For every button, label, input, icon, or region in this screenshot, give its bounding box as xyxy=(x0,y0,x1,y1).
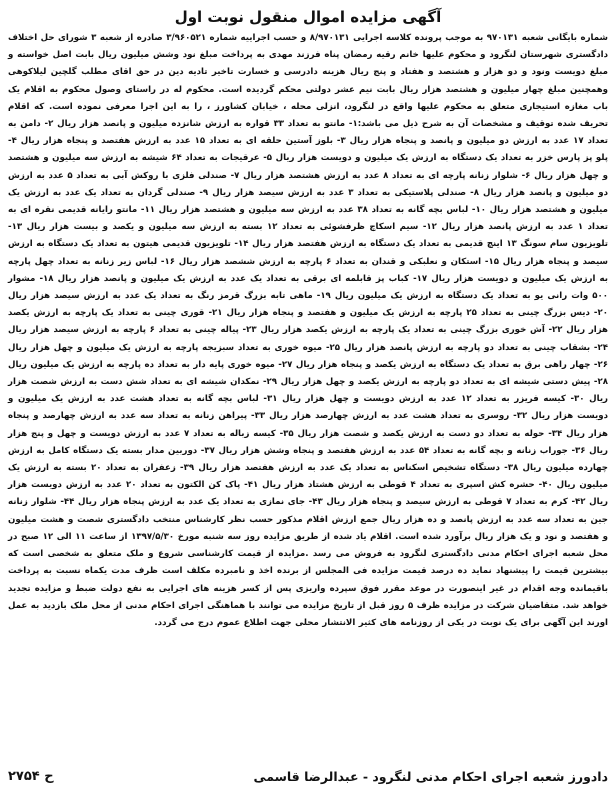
notice-title: آگهی مزایده اموال منقول نوبت اول xyxy=(174,8,442,26)
notice-code: ح ۲۷۵۴ xyxy=(8,769,54,784)
signature-line: دادورز شعبه اجرای احکام مدنی لنگرود - عبدالرضا قاسمی xyxy=(253,769,608,784)
notice-footer xyxy=(8,768,608,786)
notice-body: شماره بایگانی شعبه ۹۷۰۱۳۱ به موجب پرونده کلاسه اجرایی ۸/۹۷۰۱۳۱ و حسب اجراییه شماره ۳/۹۶۰۵۲۱ صادره از شعبه ۳ شورای حل اختلاف دادگستری شهرستان لنگرود و محکوم علیها خانم رقیه رمضان پناه فرزند مهدی به پرداخت مبلغ نود وشش میلیون ریال بابت اصل خواسته و مبلغ دویست ونود و دو هزار و هشتصد و هفتاد و پنج ریال هزینه دادرسی و خسارت تاخیر تادیه دین در حق اقای مطلب گلچین لیلاکوهی وهمچنین مبلغ چهار میلیون و هشتصد هزار ریال بابت نیم عشر دولتی محکم گردیده است. محکوم له در راستای وصول محکوم به اقلام یک باب مغازه استیجاری متعلق به محکوم علیها واقع در لنگرود، انزلی محله ، خیابان کشاورز ، را به این اجرا معرفی نموده است. که اقلام تحریف شده توقیف و مشخصات آن به شرح ذیل می باشد:۱- مانتو به تعداد ۳۳ قواره به ارزش شانزده میلیون و پانصد هزار ریال ۲- دامن به تعداد ۱۷ عدد به ارزش دو میلیون و پانصد و پنجاه هزار ریال ۳- بلوز آستین حلقه ای به تعداد ۱۵ عدد به ارزش هفتصد و پنجاه هزار ریال ۴- پلو پز پارس خزر به تعداد یک دستگاه به ارزش یک میلیون و دویست هزار ریال ۵- عرقیجات به تعداد ۶۴ شیشه به ارزش سه میلیون و هشتصد و چهل هزار ریال ۶- شلوار زنانه پارچه ای به تعداد ۸ عدد به ارزش هشتصد هزار ریال ۷- صندلی فلزی با روکش آبی به تعداد ۵ عدد به ارزش دو میلیون و پانصد هزار ریال ۸- صندلی پلاستیکی به تعداد ۳ عدد به ارزش سیصد هزار ریال ۹- صندلی گردان به تعداد یک عدد به ارزش یک میلیون و هشتصد هزار ریال ۱۰- لباس بچه گانه به تعداد ۳۸ عدد به ارزش سه میلیون و هشتصد هزار ریال ۱۱- مانتو رایانه قدیمی نقره ای به تعداد ۱ عدد به ارزش پانصد هزار ریال ۱۲- سیم اسکاچ ظرفشوئی به تعداد ۱۲ بسته به ارزش سه میلیون و یکصد و بیست هزار ریال ۱۳- تلویزیون سام سونگ ۱۳ اینچ قدیمی به تعداد یک دستگاه به ارزش هفتصد هزار ریال ۱۴- تلویزیون قدیمی هیتون به تعداد یک دستگاه به ارزش سیصد و پنجاه هزار ریال ۱۵- استکان و نعلبکی و قندان به تعداد ۶ پارچه به ارزش ششصد هزار ریال ۱۶- لباس زیر زنانه به تعداد چهل پارچه به ارزش یک میلیون و دویست هزار ریال ۱۷- کباب پز قابلمه ای برقی به تعداد یک عدد به ارزش یک میلیون و پانصد هزار ریال ۱۸- مشوار ۵۰۰ وات رانی یو به تعداد یک دستگاه به ارزش یک میلیون ریال ۱۹- ماهی تابه بزرگ قرمز رنگ به تعداد یک عدد به ارزش سیصد هزار ریال ۲۰- دیس بزرگ چینی به تعداد ۲۵ پارچه به ارزش یک میلیون و هفتصد و پنجاه هزار ریال ۲۱- قوری چینی به تعداد یک پارچه به ارزش یکصد هزار ریال ۲۲- آش خوری بزرگ چینی به تعداد یک پارچه به ارزش یکصد هزار ریال ۲۳- پیاله چینی به تعداد ۶ پارچه به ارزش سیصد هزار ریال ۲۴- بشقاب چینی به تعداد دو پارچه به ارزش پانصد هزار ریال ۲۵- میوه خوری به تعداد سبزیجه پارچه به ارزش یک میلیون و چهل هزار ریال ۲۶- چهار راهی برق به تعداد یک دستگاه به ارزش یکصد و پنجاه هزار ریال ۲۷- میوه خوری پایه دار به تعداد ده پارچه به ارزش یک میلیون ریال ۲۸- پیش دستی شیشه ای به تعداد دو پارچه به ارزش یکصد و چهل هزار ریال ۲۹- نمکدان شیشه ای به تعداد شش دست به ارزش شصت هزار ریال ۳۰- کیسه فریزر به تعداد ۱۲ عدد به ارزش دویست و چهل هزار ریال ۳۱- لباس بچه گانه به تعداد هشت عدد به ارزش یک میلیون و دویست هزار ریال ۳۲- روسری به تعداد هشت عدد به ارزش چهارصد هزار ریال ۳۳- پیراهن زنانه به تعداد سه عدد به ارزش چهارصد و پنجاه هزار ریال ۳۴- حوله به تعداد دو دست به ارزش یکصد و شصت هزار ریال ۳۵- کیسه زباله به تعداد ۷ عدد به ارزش دویست و چهل و پنج هزار ریال ۳۶- جوراب زنانه و بچه گانه به تعداد ۵۴ عدد به ارزش هفتصد و پنجاه وشش هزار ریال ۳۷- دوربین مدار بسته یک دستگاه کامل به ارزش چهارده میلیون ریال ۳۸- دستگاه تشخیص اسکناس به تعداد یک عدد به ارزش هفتصد هزار ریال ۳۹- زعفران به تعداد ۲۰ بسته به ارزش یک میلیون ریال ۴۰- حشره کش اسپری به تعداد ۴ قوطی به ارزش هشتاد هزار ریال ۴۱- پاک کن الکتون به تعداد ۲۰ عدد به ارزش دویست هزار ریال ۴۲- کرم به تعداد ۷ قوطی به ارزش سیصد و پنجاه هزار ریال ۴۳- جای نمازی به تعداد یک عدد به ارزش پنجاه هزار ریال ۴۴- شلوار زنانه جین به تعداد سه عدد به ارزش پانصد و ده هزار ریال جمع ارزش اقلام مذکور حسب نظر کارشناس منتخب دادگستری شصت و هشت میلیون و هفتصد و نود و یک هزار ریال برآورد شده است. اقلام یاد شده از طریق مزایده روز سه شنبه مورخ ۱۳۹۷/۵/۳۰ از ساعت ۱۱ الی ۱۲ صبح در محل شعبه اجرای احکام مدنی دادگستری لنگرود به فروش می رسد .مزایده از قیمت کارشناسی شروع و ملک متعلق به شخصی است که بیشترین قیمت را پیشنهاد نماید ده درصد قیمت مزایده فی المجلس از برنده اخذ و نامبرده مکلف است ظرف مدت یکماه نسبت به پرداخت باقیمانده وجه اقدام در غیر اینصورت در موعد مقرر فوق سپرده واریزی پس از کسر هزینه های اجرایی به نفع دولت ضبط و مزایده تجدید خواهد شد. متقاضیان شرکت در مزایده ظرف ۵ روز قبل از تاریخ مزایده می توانند با هماهنگی اجرای احکام مدنی از محل ملک بازدید به عمل اورند این آگهی برای یک نوبت در یکی از روزنامه های کثیر الانتشار محلی جهت اطلاع عموم درج می گردد. xyxy=(8,33,609,628)
